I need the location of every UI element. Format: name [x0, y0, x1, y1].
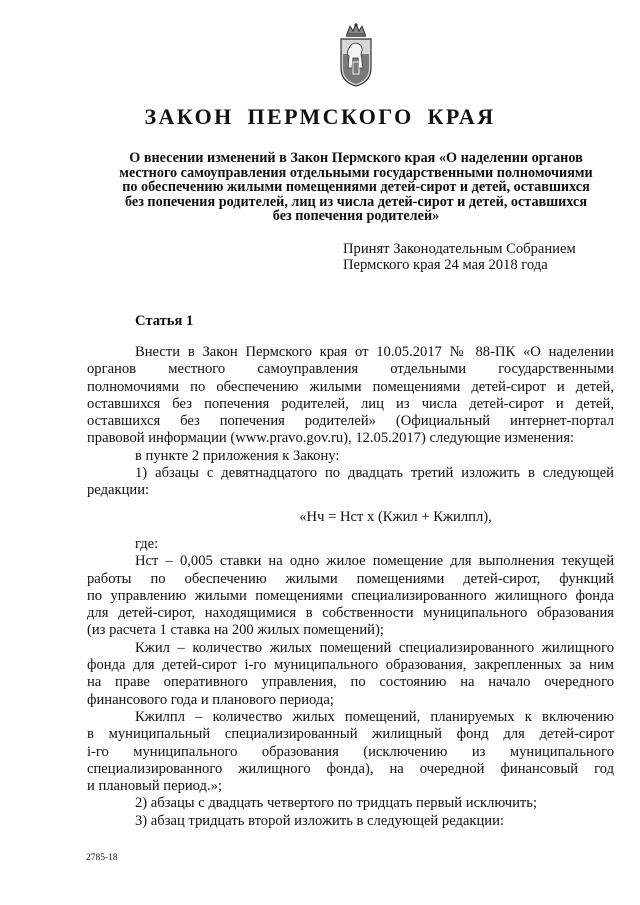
kzhilpl-line: i-го муниципального образования (исключению из муниципального — [87, 743, 614, 760]
article-body — [87, 344, 614, 830]
kzhilpl-line: специализированного жилищного фонда), на очередной финансовый год — [87, 760, 614, 777]
intro-line: полномочиями по обеспечению жилыми помещениями детей-сирот и детей, — [87, 378, 614, 395]
nst-line: для детей-сирот, находящимися в собственности муниципального образования — [87, 605, 614, 622]
kzhil-line: фонда для детей-сирот i-го муниципального образования, закрепленных за ним — [87, 657, 614, 674]
nst-line: (из расчета 1 ставка на 200 жилых помещений); — [87, 622, 384, 639]
intro-line: органов местного самоуправления отдельными государственными — [87, 361, 614, 378]
kzhil-line: Кжил – количество жилых помещений специализированного жилищного — [135, 639, 614, 656]
kzhilpl-line: и плановый период.»; — [87, 778, 222, 795]
document-code: 2785-18 — [86, 853, 118, 863]
nst-line: Нст – 0,005 ставки на одно жилое помещение для выполнения текущей — [135, 553, 614, 570]
intro-line: правовой информации (www.pravo.gov.ru), 12.05.2017) следующие изменения: — [87, 430, 575, 447]
point-1-line: редакции: — [87, 482, 150, 499]
kzhilpl-line: в муниципальный специализированный жилищный фонд для детей-сирот — [87, 726, 614, 743]
formula: «Нч = Нст х (Кжил + Кжилпл), — [299, 508, 492, 525]
kzhil-line: на праве оперативного управления, по состоянию на начало очередного — [87, 674, 614, 691]
coat-of-arms-emblem — [333, 22, 379, 88]
kzhil-line: финансового года и планового периода; — [87, 691, 334, 708]
kzhilpl-line: Кжилпл – количество жилых помещений, планируемых к включению — [135, 708, 614, 725]
where-label: где: — [135, 535, 159, 552]
nst-line: по управлению жилыми помещениями специализированного жилищного фонда — [87, 587, 614, 604]
law-subtitle: О внесении изменений в Закон Пермского края «О наделении органов местного самоуправления отдельными государственными полномочиями по обеспечению жилыми помещениями детей-сирот и детей, оставшихся без попечения родителей, лиц из числа детей-сирот и детей, оставшихся без попечения родителей» — [119, 150, 593, 224]
point-3: 3) абзац тридцать второй изложить в следующей редакции: — [135, 812, 504, 829]
intro-line: Внести в Закон Пермского края от 10.05.2017 № 88-ПК «О наделении — [135, 344, 614, 360]
intro-line: оставшихся без попечения родителей, лиц из числа детей-сирот и детей, — [87, 395, 614, 412]
nst-line: работы по обеспечению жилыми помещениями детей-сирот, функций — [87, 570, 614, 587]
item-intro: в пункте 2 приложения к Закону: — [135, 447, 340, 464]
point-1-line: 1) абзацы с девятнадцатого по двадцать третий изложить в следующей — [135, 465, 614, 482]
adoption-note: Принят Законодательным Собранием Пермского края 24 мая 2018 года — [343, 241, 576, 273]
article-heading: Статья 1 — [135, 313, 194, 329]
point-2: 2) абзацы с двадцать четвертого по тридцать первый исключить; — [135, 795, 538, 812]
law-title: ЗАКОН ПЕРМСКОГО КРАЯ — [144, 104, 496, 129]
intro-line: оставшихся без попечения родителей» (Официальный интернет-портал — [87, 413, 614, 430]
